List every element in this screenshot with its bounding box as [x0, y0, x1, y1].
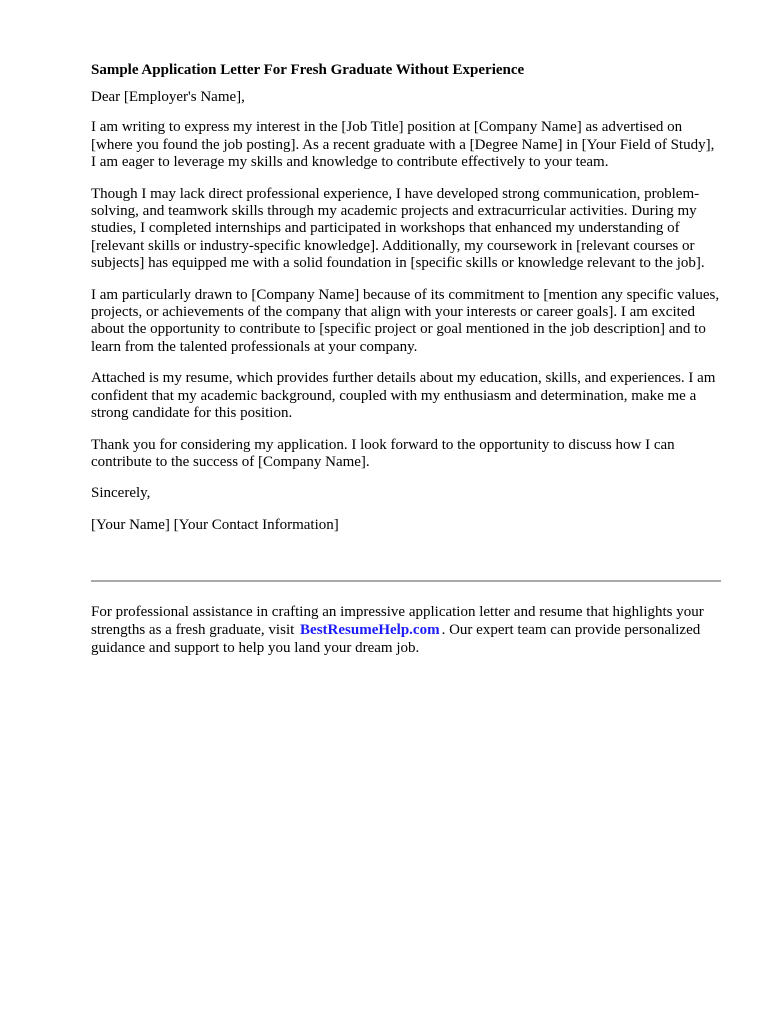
paragraph-resume: Attached is my resume, which provides further details about my education, skills, and experiences. I am confident that my academic background, coupled with my enthusiasm and determination, make me a strong candidate for this position.	[91, 370, 716, 422]
letter-body	[91, 61, 721, 548]
paragraph-interest: I am writing to express my interest in the [Job Title] position at [Company Name] as advertised on [where you found the job posting]. As a recent graduate with a [Degree Name] in [Your Field of Study], I am eager to leverage my skills and knowledge to contribute effectively to your team.	[91, 119, 715, 171]
salutation: Dear [Employer's Name],	[91, 89, 245, 105]
footer-text-after: . Our expert team can provide personalized guidance and support to help you land your dream job.	[91, 621, 701, 656]
paragraph-company: I am particularly drawn to [Company Name] because of its commitment to [mention any specific values, projects, or achievements of the company that align with your interests or career goals]. I am excited about the opportunity to contribute to [specific project or goal mentioned in the job description] and to learn from the talented professionals at your company.	[91, 286, 720, 355]
bestresumehelp-link[interactable]: BestResumeHelp.com	[300, 621, 440, 638]
footer-text-before: For professional assistance in crafting an impressive application letter and resume that highlights your strengths as a fresh graduate, visit	[91, 604, 704, 638]
paragraph-thanks: Thank you for considering my application. I look forward to the opportunity to discuss how I can contribute to the success of [Company Name].	[91, 436, 675, 470]
footer-promo	[91, 604, 721, 657]
paragraph-skills: Though I may lack direct professional experience, I have developed strong communication, problem-solving, and teamwork skills through my academic projects and extracurricular activities. During my studies, I completed internships and participated in workshops that enhanced my understanding of [relevant skills or industry-specific knowledge]. Additionally, my coursework in [relevant courses or subjects] has equipped me with a solid foundation in [specific skills or knowledge relevant to the job].	[91, 185, 705, 272]
divider	[91, 580, 721, 582]
page-title: Sample Application Letter For Fresh Graduate Without Experience	[91, 62, 525, 78]
closing: Sincerely,	[91, 485, 151, 502]
signature: [Your Name] [Your Contact Information]	[91, 516, 339, 533]
